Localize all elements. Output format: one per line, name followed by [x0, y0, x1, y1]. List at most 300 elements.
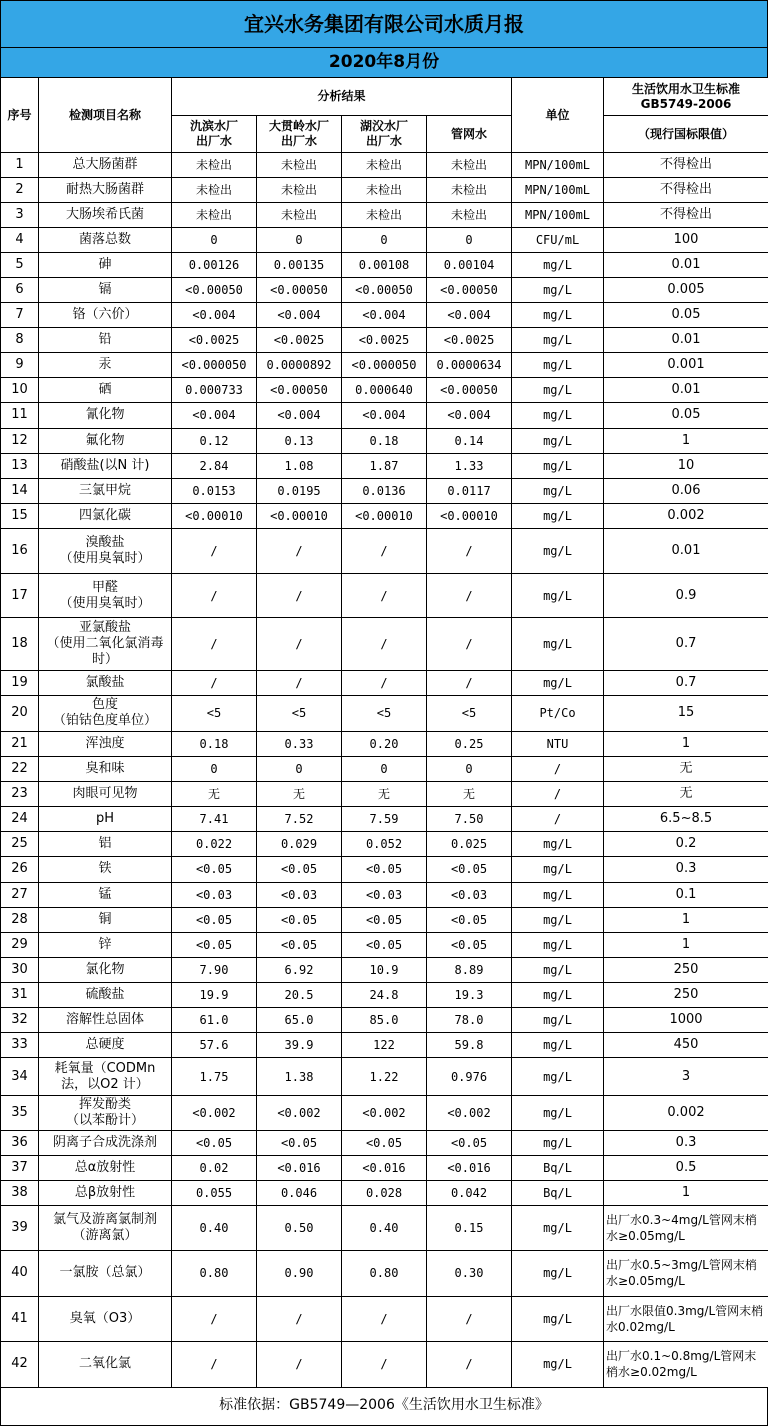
cell-limit: 0.9: [604, 573, 768, 618]
cell-item-name: 锰: [39, 882, 172, 907]
cell-network: /: [427, 528, 512, 573]
cell-seq: 21: [1, 732, 39, 757]
cell-unit: mg/L: [512, 670, 604, 695]
cell-plant-3: /: [342, 528, 427, 573]
cell-plant-2: 1.38: [257, 1057, 342, 1096]
cell-item-name: 菌落总数: [39, 228, 172, 253]
table-row: [1, 253, 768, 278]
cell-unit: mg/L: [512, 328, 604, 353]
cell-plant-1: <0.0025: [172, 328, 257, 353]
cell-plant-3: <0.03: [342, 882, 427, 907]
cell-plant-1: 0.12: [172, 428, 257, 453]
table-row: [1, 573, 768, 618]
cell-plant-2: <0.0025: [257, 328, 342, 353]
cell-limit: 0.3: [604, 1130, 768, 1155]
cell-plant-1: 7.41: [172, 807, 257, 832]
cell-plant-2: <0.016: [257, 1155, 342, 1180]
cell-seq: 9: [1, 353, 39, 378]
cell-seq: 26: [1, 857, 39, 882]
cell-limit: 0.002: [604, 1096, 768, 1130]
cell-plant-1: <0.000050: [172, 353, 257, 378]
cell-seq: 12: [1, 428, 39, 453]
cell-seq: 10: [1, 378, 39, 403]
cell-item-name: 总α放射性: [39, 1155, 172, 1180]
cell-item-name: 三氯甲烷: [39, 478, 172, 503]
cell-seq: 15: [1, 503, 39, 528]
cell-item-name: 汞: [39, 353, 172, 378]
cell-plant-1: <0.05: [172, 932, 257, 957]
table-row: [1, 428, 768, 453]
cell-item-name: 总大肠菌群: [39, 153, 172, 178]
cell-plant-3: 7.59: [342, 807, 427, 832]
cell-seq: 18: [1, 618, 39, 670]
cell-seq: 23: [1, 782, 39, 807]
cell-plant-2: <0.05: [257, 857, 342, 882]
cell-unit: mg/L: [512, 618, 604, 670]
cell-network: 1.33: [427, 453, 512, 478]
cell-limit: 0.1: [604, 882, 768, 907]
cell-plant-1: 未检出: [172, 178, 257, 203]
table-row: [1, 807, 768, 832]
cell-plant-3: 0: [342, 228, 427, 253]
cell-plant-2: 39.9: [257, 1032, 342, 1057]
water-quality-table: [0, 77, 768, 1388]
cell-unit: mg/L: [512, 1130, 604, 1155]
cell-plant-2: 0: [257, 757, 342, 782]
cell-network: 0.00104: [427, 253, 512, 278]
cell-limit: 0.05: [604, 403, 768, 428]
cell-plant-2: <0.03: [257, 882, 342, 907]
cell-network: 78.0: [427, 1007, 512, 1032]
cell-plant-2: 65.0: [257, 1007, 342, 1032]
cell-plant-3: 122: [342, 1032, 427, 1057]
cell-plant-2: 0.029: [257, 832, 342, 857]
table-row: [1, 757, 768, 782]
table-row: [1, 1341, 768, 1387]
table-row: [1, 203, 768, 228]
cell-plant-3: 0.000640: [342, 378, 427, 403]
cell-unit: mg/L: [512, 528, 604, 573]
cell-plant-1: /: [172, 1341, 257, 1387]
cell-plant-3: 0.80: [342, 1250, 427, 1296]
cell-limit: 3: [604, 1057, 768, 1096]
cell-item-name: 氰化物: [39, 403, 172, 428]
cell-plant-1: 0.40: [172, 1206, 257, 1251]
cell-plant-2: /: [257, 670, 342, 695]
cell-unit: Bq/L: [512, 1155, 604, 1180]
cell-plant-1: 57.6: [172, 1032, 257, 1057]
cell-network: 0.15: [427, 1206, 512, 1251]
cell-seq: 1: [1, 153, 39, 178]
cell-plant-2: 未检出: [257, 203, 342, 228]
table-row: [1, 378, 768, 403]
cell-item-name: 臭氧（O3）: [39, 1296, 172, 1341]
cell-network: /: [427, 573, 512, 618]
header-seq: 序号: [1, 78, 39, 153]
cell-unit: mg/L: [512, 278, 604, 303]
table-row: [1, 957, 768, 982]
cell-limit: 0.01: [604, 528, 768, 573]
cell-network: /: [427, 1341, 512, 1387]
cell-item-name: 氯气及游离氯制剂 （游离氯）: [39, 1206, 172, 1251]
cell-limit: 1: [604, 732, 768, 757]
cell-item-name: 铁: [39, 857, 172, 882]
cell-item-name: 浑浊度: [39, 732, 172, 757]
cell-item-name: 二氧化氯: [39, 1341, 172, 1387]
cell-network: 0.0117: [427, 478, 512, 503]
cell-item-name: 肉眼可见物: [39, 782, 172, 807]
cell-plant-1: 0.000733: [172, 378, 257, 403]
cell-plant-2: 0.50: [257, 1206, 342, 1251]
table-row: [1, 882, 768, 907]
cell-unit: mg/L: [512, 882, 604, 907]
cell-network: 7.50: [427, 807, 512, 832]
table-row: [1, 278, 768, 303]
cell-limit: 250: [604, 982, 768, 1007]
cell-plant-2: <0.002: [257, 1096, 342, 1130]
cell-network: 未检出: [427, 203, 512, 228]
cell-seq: 19: [1, 670, 39, 695]
cell-limit: 出厂水0.3~4mg/L管网末梢水≥0.05mg/L: [604, 1206, 768, 1251]
cell-plant-1: 0.02: [172, 1155, 257, 1180]
cell-limit: 0.06: [604, 478, 768, 503]
table-row: [1, 982, 768, 1007]
cell-unit: mg/L: [512, 1296, 604, 1341]
cell-plant-1: 7.90: [172, 957, 257, 982]
cell-plant-2: 0.33: [257, 732, 342, 757]
cell-seq: 3: [1, 203, 39, 228]
cell-limit: 1: [604, 932, 768, 957]
cell-network: /: [427, 1296, 512, 1341]
cell-unit: mg/L: [512, 503, 604, 528]
cell-item-name: 总β放射性: [39, 1180, 172, 1205]
cell-network: <0.00050: [427, 278, 512, 303]
cell-limit: 0.001: [604, 353, 768, 378]
header-current-limit: （现行国标限值）: [604, 116, 768, 153]
cell-limit: 0.01: [604, 328, 768, 353]
table-row: [1, 1130, 768, 1155]
cell-network: <0.004: [427, 303, 512, 328]
cell-network: <0.0025: [427, 328, 512, 353]
cell-limit: 450: [604, 1032, 768, 1057]
cell-plant-3: <0.004: [342, 403, 427, 428]
cell-network: 0.042: [427, 1180, 512, 1205]
cell-network: 0: [427, 757, 512, 782]
cell-plant-1: <0.05: [172, 857, 257, 882]
cell-network: 0.30: [427, 1250, 512, 1296]
cell-seq: 41: [1, 1296, 39, 1341]
cell-seq: 16: [1, 528, 39, 573]
cell-unit: mg/L: [512, 403, 604, 428]
cell-limit: 250: [604, 957, 768, 982]
table-row: [1, 1250, 768, 1296]
cell-unit: mg/L: [512, 1096, 604, 1130]
cell-seq: 33: [1, 1032, 39, 1057]
cell-seq: 5: [1, 253, 39, 278]
cell-unit: MPN/100mL: [512, 203, 604, 228]
cell-plant-2: /: [257, 528, 342, 573]
cell-network: <5: [427, 695, 512, 732]
table-row: [1, 528, 768, 573]
cell-seq: 13: [1, 453, 39, 478]
cell-item-name: 氯酸盐: [39, 670, 172, 695]
cell-item-name: pH: [39, 807, 172, 832]
cell-plant-1: <0.004: [172, 303, 257, 328]
cell-seq: 4: [1, 228, 39, 253]
cell-plant-2: 20.5: [257, 982, 342, 1007]
table-row: [1, 1296, 768, 1341]
cell-network: 59.8: [427, 1032, 512, 1057]
cell-seq: 6: [1, 278, 39, 303]
cell-plant-1: <0.00050: [172, 278, 257, 303]
cell-seq: 22: [1, 757, 39, 782]
cell-seq: 37: [1, 1155, 39, 1180]
cell-seq: 27: [1, 882, 39, 907]
table-row: [1, 832, 768, 857]
cell-unit: mg/L: [512, 378, 604, 403]
cell-plant-1: 61.0: [172, 1007, 257, 1032]
cell-plant-3: 0.0136: [342, 478, 427, 503]
cell-item-name: 溴酸盐 （使用臭氧时）: [39, 528, 172, 573]
cell-item-name: 铝: [39, 832, 172, 857]
cell-plant-3: <0.00050: [342, 278, 427, 303]
cell-unit: mg/L: [512, 1341, 604, 1387]
cell-unit: NTU: [512, 732, 604, 757]
cell-unit: /: [512, 807, 604, 832]
cell-plant-1: <0.03: [172, 882, 257, 907]
cell-item-name: 阴离子合成洗涤剂: [39, 1130, 172, 1155]
cell-unit: mg/L: [512, 907, 604, 932]
cell-network: <0.05: [427, 907, 512, 932]
cell-unit: mg/L: [512, 1206, 604, 1251]
cell-plant-1: <5: [172, 695, 257, 732]
cell-item-name: 氟化物: [39, 428, 172, 453]
cell-unit: Pt/Co: [512, 695, 604, 732]
cell-seq: 28: [1, 907, 39, 932]
cell-plant-3: 0.00108: [342, 253, 427, 278]
cell-seq: 17: [1, 573, 39, 618]
cell-item-name: 耐热大肠菌群: [39, 178, 172, 203]
cell-network: <0.00010: [427, 503, 512, 528]
cell-unit: mg/L: [512, 453, 604, 478]
cell-plant-2: 未检出: [257, 153, 342, 178]
cell-seq: 38: [1, 1180, 39, 1205]
table-row: [1, 478, 768, 503]
cell-plant-1: /: [172, 1296, 257, 1341]
header-plant-2: 大贯岭水厂 出厂水: [257, 116, 342, 153]
cell-network: 0.025: [427, 832, 512, 857]
cell-item-name: 总硬度: [39, 1032, 172, 1057]
cell-item-name: 锌: [39, 932, 172, 957]
cell-limit: 1000: [604, 1007, 768, 1032]
cell-plant-1: 无: [172, 782, 257, 807]
cell-limit: 出厂水0.1~0.8mg/L管网末梢水≥0.02mg/L: [604, 1341, 768, 1387]
cell-plant-3: 85.0: [342, 1007, 427, 1032]
cell-unit: mg/L: [512, 832, 604, 857]
table-row: [1, 695, 768, 732]
cell-network: /: [427, 618, 512, 670]
cell-seq: 24: [1, 807, 39, 832]
cell-limit: 0.05: [604, 303, 768, 328]
cell-item-name: 大肠埃希氏菌: [39, 203, 172, 228]
cell-limit: 0.2: [604, 832, 768, 857]
cell-plant-2: /: [257, 618, 342, 670]
table-row: [1, 403, 768, 428]
cell-plant-3: 0.028: [342, 1180, 427, 1205]
cell-plant-2: 7.52: [257, 807, 342, 832]
cell-plant-3: <0.000050: [342, 353, 427, 378]
cell-network: <0.05: [427, 932, 512, 957]
cell-limit: 不得检出: [604, 153, 768, 178]
cell-plant-3: 未检出: [342, 203, 427, 228]
cell-limit: 不得检出: [604, 203, 768, 228]
report-footer: 标准依据：GB5749—2006《生活饮用水卫生标准》: [0, 1387, 768, 1426]
cell-plant-2: <0.004: [257, 403, 342, 428]
table-row: [1, 618, 768, 670]
cell-item-name: 氯化物: [39, 957, 172, 982]
cell-network: 无: [427, 782, 512, 807]
cell-unit: mg/L: [512, 573, 604, 618]
cell-plant-1: 0.0153: [172, 478, 257, 503]
cell-unit: mg/L: [512, 932, 604, 957]
cell-network: <0.03: [427, 882, 512, 907]
cell-plant-2: 0.90: [257, 1250, 342, 1296]
cell-plant-2: <0.05: [257, 1130, 342, 1155]
cell-plant-2: 无: [257, 782, 342, 807]
cell-plant-2: <0.004: [257, 303, 342, 328]
cell-plant-3: /: [342, 573, 427, 618]
table-row: [1, 857, 768, 882]
cell-unit: /: [512, 782, 604, 807]
cell-item-name: 一氯胺（总氯）: [39, 1250, 172, 1296]
cell-plant-3: 0.40: [342, 1206, 427, 1251]
cell-network: 0: [427, 228, 512, 253]
cell-network: /: [427, 670, 512, 695]
cell-plant-3: <0.00010: [342, 503, 427, 528]
cell-network: <0.004: [427, 403, 512, 428]
cell-unit: mg/L: [512, 353, 604, 378]
table-row: [1, 1057, 768, 1096]
cell-unit: Bq/L: [512, 1180, 604, 1205]
cell-plant-3: 无: [342, 782, 427, 807]
table-row: [1, 670, 768, 695]
cell-plant-1: <0.05: [172, 907, 257, 932]
cell-plant-1: 0.80: [172, 1250, 257, 1296]
cell-limit: 出厂水限值0.3mg/L管网末梢水0.02mg/L: [604, 1296, 768, 1341]
cell-network: 0.25: [427, 732, 512, 757]
cell-seq: 40: [1, 1250, 39, 1296]
cell-item-name: 砷: [39, 253, 172, 278]
cell-plant-3: <0.05: [342, 907, 427, 932]
cell-unit: mg/L: [512, 478, 604, 503]
cell-unit: mg/L: [512, 1057, 604, 1096]
table-row: [1, 1155, 768, 1180]
report-title: 宜兴水务集团有限公司水质月报: [0, 0, 768, 48]
cell-unit: mg/L: [512, 253, 604, 278]
cell-item-name: 硒: [39, 378, 172, 403]
cell-plant-3: <0.016: [342, 1155, 427, 1180]
cell-plant-1: /: [172, 670, 257, 695]
cell-item-name: 铅: [39, 328, 172, 353]
cell-plant-1: <0.00010: [172, 503, 257, 528]
cell-limit: 15: [604, 695, 768, 732]
cell-plant-3: 1.87: [342, 453, 427, 478]
cell-item-name: 四氯化碳: [39, 503, 172, 528]
cell-unit: mg/L: [512, 857, 604, 882]
cell-item-name: 耗氧量（CODMn 法，以O2 计）: [39, 1057, 172, 1096]
cell-seq: 35: [1, 1096, 39, 1130]
cell-plant-2: 6.92: [257, 957, 342, 982]
cell-limit: 0.5: [604, 1155, 768, 1180]
header-plant-1: 氿滨水厂 出厂水: [172, 116, 257, 153]
header-unit: 单位: [512, 78, 604, 153]
cell-seq: 29: [1, 932, 39, 957]
cell-plant-2: /: [257, 1296, 342, 1341]
cell-limit: 出厂水0.5~3mg/L管网末梢水≥0.05mg/L: [604, 1250, 768, 1296]
cell-item-name: 挥发酚类 （以苯酚计）: [39, 1096, 172, 1130]
cell-limit: 1: [604, 907, 768, 932]
cell-network: 0.0000634: [427, 353, 512, 378]
cell-plant-3: <0.0025: [342, 328, 427, 353]
cell-plant-3: <0.05: [342, 932, 427, 957]
cell-seq: 42: [1, 1341, 39, 1387]
cell-plant-3: <0.002: [342, 1096, 427, 1130]
table-row: [1, 303, 768, 328]
cell-plant-2: 0.00135: [257, 253, 342, 278]
cell-item-name: 铬（六价）: [39, 303, 172, 328]
cell-plant-2: 0.0195: [257, 478, 342, 503]
cell-seq: 25: [1, 832, 39, 857]
cell-seq: 30: [1, 957, 39, 982]
cell-plant-3: 0: [342, 757, 427, 782]
cell-network: <0.05: [427, 857, 512, 882]
cell-plant-3: 1.22: [342, 1057, 427, 1096]
cell-limit: 无: [604, 782, 768, 807]
cell-network: <0.016: [427, 1155, 512, 1180]
cell-unit: mg/L: [512, 957, 604, 982]
table-row: [1, 178, 768, 203]
cell-plant-2: /: [257, 573, 342, 618]
cell-limit: 0.01: [604, 378, 768, 403]
cell-limit: 0.01: [604, 253, 768, 278]
table-row: [1, 1007, 768, 1032]
cell-network: <0.05: [427, 1130, 512, 1155]
cell-plant-2: <0.05: [257, 907, 342, 932]
cell-network: <0.00050: [427, 378, 512, 403]
cell-plant-2: 0.046: [257, 1180, 342, 1205]
cell-network: <0.002: [427, 1096, 512, 1130]
report-period: 2020年8月份: [0, 47, 768, 78]
cell-item-name: 硝酸盐(以N 计): [39, 453, 172, 478]
cell-plant-2: 0.13: [257, 428, 342, 453]
cell-plant-3: 0.052: [342, 832, 427, 857]
cell-unit: mg/L: [512, 1250, 604, 1296]
cell-seq: 39: [1, 1206, 39, 1251]
cell-plant-1: 0: [172, 757, 257, 782]
cell-item-name: 亚氯酸盐 （使用二氧化氯消毒时）: [39, 618, 172, 670]
cell-seq: 8: [1, 328, 39, 353]
cell-limit: 10: [604, 453, 768, 478]
cell-plant-1: 1.75: [172, 1057, 257, 1096]
cell-plant-2: <0.00050: [257, 278, 342, 303]
cell-plant-1: 0.022: [172, 832, 257, 857]
cell-plant-1: 2.84: [172, 453, 257, 478]
cell-plant-3: 未检出: [342, 178, 427, 203]
table-row: [1, 732, 768, 757]
cell-seq: 36: [1, 1130, 39, 1155]
cell-plant-3: 未检出: [342, 153, 427, 178]
cell-network: 未检出: [427, 153, 512, 178]
